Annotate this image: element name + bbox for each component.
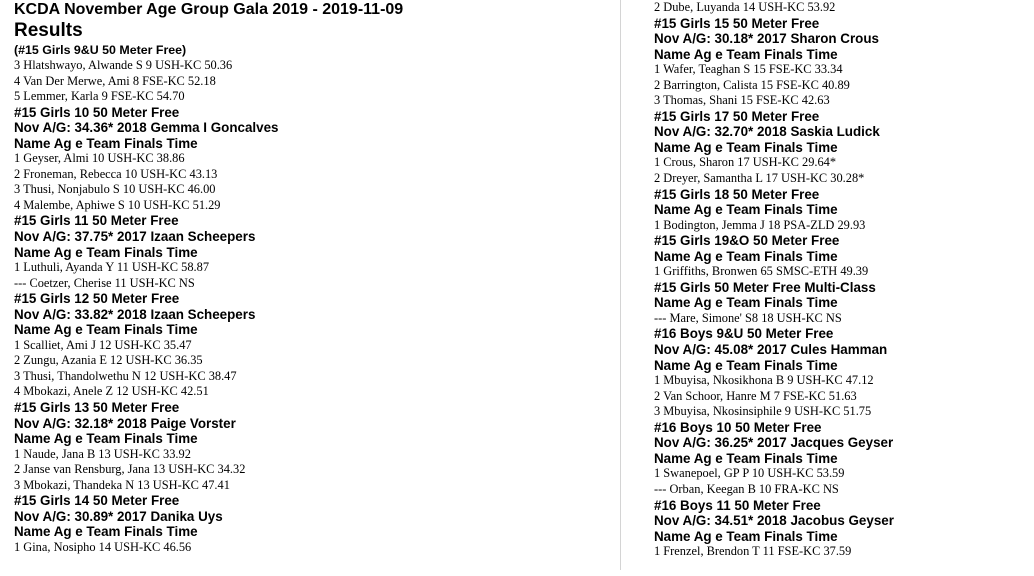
result-row: 2 Froneman, Rebecca 10 USH-KC 43.13 <box>14 166 218 181</box>
event-heading: #15 Girls 12 50 Meter Free <box>14 291 180 307</box>
result-row: 3 Thusi, Thandolwethu N 12 USH-KC 38.47 <box>14 368 237 383</box>
result-row: 1 Griffiths, Bronwen 65 SMSC-ETH 49.39 <box>654 264 869 279</box>
record-line: Nov A/G: 30.89* 2017 Danika Uys <box>14 508 223 524</box>
right-column <box>654 0 1024 560</box>
column-header: Name Ag e Team Finals Time <box>14 431 198 447</box>
result-row: 1 Geyser, Almi 10 USH-KC 38.86 <box>14 151 185 166</box>
event-heading: #15 Girls 13 50 Meter Free <box>14 400 180 416</box>
result-row: 3 Mbuyisa, Nkosinsiphile 9 USH-KC 51.75 <box>654 404 872 419</box>
record-line: Nov A/G: 37.75* 2017 Izaan Scheepers <box>14 229 256 245</box>
result-row: --- Coetzer, Cherise 11 USH-KC NS <box>14 275 195 290</box>
result-row: 2 Van Schoor, Hanre M 7 FSE-KC 51.63 <box>654 388 857 403</box>
continuation-heading: (#15 Girls 9&U 50 Meter Free) <box>14 43 187 57</box>
column-header: Name Ag e Team Finals Time <box>654 248 838 264</box>
result-row: 2 Zungu, Azania E 12 USH-KC 36.35 <box>14 353 203 368</box>
result-row: 1 Crous, Sharon 17 USH-KC 29.64* <box>654 155 837 170</box>
result-row: 1 Swanepoel, GP P 10 USH-KC 53.59 <box>654 466 845 481</box>
record-line: Nov A/G: 33.82* 2018 Izaan Scheepers <box>14 306 256 322</box>
result-row: 1 Gina, Nosipho 14 USH-KC 46.56 <box>14 539 192 554</box>
result-row: 4 Van Der Merwe, Ami 8 FSE-KC 52.18 <box>14 73 216 88</box>
column-header: Name Ag e Team Finals Time <box>14 244 198 260</box>
result-row: 2 Dube, Luyanda 14 USH-KC 53.92 <box>654 0 836 14</box>
column-header: Name Ag e Team Finals Time <box>14 135 198 151</box>
event-heading: #15 Girls 17 50 Meter Free <box>654 108 820 124</box>
event-heading: #15 Girls 18 50 Meter Free <box>654 186 820 202</box>
column-header: Name Ag e Team Finals Time <box>14 524 198 540</box>
column-header: Name Ag e Team Finals Time <box>654 295 838 311</box>
event-heading: #15 Girls 19&O 50 Meter Free <box>654 233 840 249</box>
event-heading: #16 Boys 11 50 Meter Free <box>654 497 821 513</box>
column-header: Name Ag e Team Finals Time <box>654 528 838 544</box>
result-row: 2 Barrington, Calista 15 FSE-KC 40.89 <box>654 77 850 92</box>
event-heading: #16 Boys 9&U 50 Meter Free <box>654 326 834 342</box>
result-row: 2 Janse van Rensburg, Jana 13 USH-KC 34.32 <box>14 462 246 477</box>
result-row: 3 Thomas, Shani 15 FSE-KC 42.63 <box>654 93 830 108</box>
result-row: 1 Frenzel, Brendon T 11 FSE-KC 37.59 <box>654 544 852 559</box>
event-heading: #16 Boys 10 50 Meter Free <box>654 419 822 435</box>
result-row: --- Orban, Keegan B 10 FRA-KC NS <box>654 481 839 496</box>
result-row: 4 Malembe, Aphiwe S 10 USH-KC 51.29 <box>14 197 221 212</box>
record-line: Nov A/G: 34.51* 2018 Jacobus Geyser <box>654 513 894 529</box>
result-row: 1 Scalliet, Ami J 12 USH-KC 35.47 <box>14 337 192 352</box>
result-row: 3 Hlatshwayo, Alwande S 9 USH-KC 50.36 <box>14 58 233 72</box>
right-lines <box>654 0 1024 560</box>
event-heading: #15 Girls 50 Meter Free Multi-Class <box>654 279 876 295</box>
record-line: Nov A/G: 34.36* 2018 Gemma I Goncalves <box>14 120 279 136</box>
result-row: 1 Luthuli, Ayanda Y 11 USH-KC 58.87 <box>14 260 210 275</box>
column-header: Name Ag e Team Finals Time <box>654 202 838 218</box>
result-row: 3 Thusi, Nonjabulo S 10 USH-KC 46.00 <box>14 182 216 197</box>
record-line: Nov A/G: 45.08* 2017 Cules Hamman <box>654 342 888 358</box>
column-header: Name Ag e Team Finals Time <box>654 450 838 466</box>
result-row: --- Mare, Simone' S8 18 USH-KC NS <box>654 310 842 325</box>
result-row: 1 Wafer, Teaghan S 15 FSE-KC 33.34 <box>654 62 843 77</box>
result-row: 2 Dreyer, Samantha L 17 USH-KC 30.28* <box>654 171 865 186</box>
result-row: 4 Mbokazi, Anele Z 12 USH-KC 42.51 <box>14 384 209 399</box>
event-heading: #15 Girls 11 50 Meter Free <box>14 213 179 229</box>
result-row: 1 Naude, Jana B 13 USH-KC 33.92 <box>14 446 191 461</box>
column-divider <box>620 0 621 570</box>
left-lines <box>14 58 604 556</box>
result-row: 3 Mbokazi, Thandeka N 13 USH-KC 47.41 <box>14 477 230 492</box>
column-header: Name Ag e Team Finals Time <box>654 139 838 155</box>
event-heading: #15 Girls 10 50 Meter Free <box>14 104 180 120</box>
record-line: Nov A/G: 36.25* 2017 Jacques Geyser <box>654 435 894 451</box>
column-header: Name Ag e Team Finals Time <box>14 322 198 338</box>
column-header: Name Ag e Team Finals Time <box>654 357 838 373</box>
document-title: KCDA November Age Group Gala 2019 - 2019-11-09 <box>14 1 404 18</box>
event-heading: #15 Girls 14 50 Meter Free <box>14 493 180 509</box>
result-row: 1 Mbuyisa, Nkosikhona B 9 USH-KC 47.12 <box>654 373 874 388</box>
results-heading: Results <box>14 20 83 41</box>
column-header: Name Ag e Team Finals Time <box>654 46 838 62</box>
record-line: Nov A/G: 32.18* 2018 Paige Vorster <box>14 415 236 431</box>
result-row: 5 Lemmer, Karla 9 FSE-KC 54.70 <box>14 89 185 104</box>
record-line: Nov A/G: 32.70* 2018 Saskia Ludick <box>654 124 880 140</box>
event-heading: #15 Girls 15 50 Meter Free <box>654 15 820 31</box>
left-column <box>14 0 604 556</box>
record-line: Nov A/G: 30.18* 2017 Sharon Crous <box>654 31 879 47</box>
result-row: 1 Bodington, Jemma J 18 PSA-ZLD 29.93 <box>654 217 866 232</box>
